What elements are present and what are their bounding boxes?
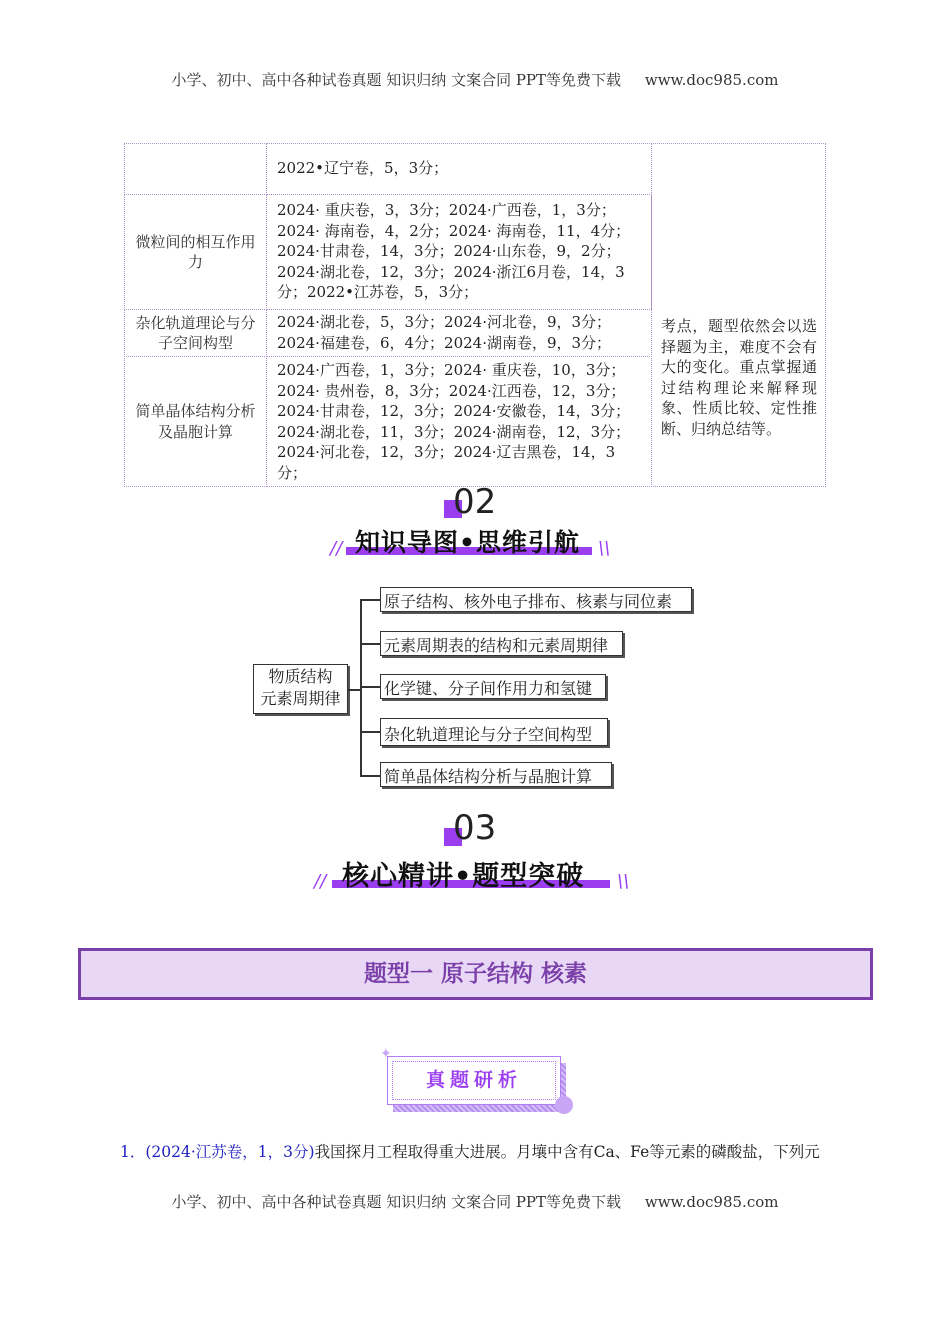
table-note: 考点，题型依然会以选择题为主，难度不会有大的变化。重点掌握通过结构理论来解释现象、性质比较、定性推断、归纳总结等。	[651, 143, 826, 487]
table-topic: 简单晶体结构分析及晶胞计算	[124, 356, 267, 487]
footer-text: 小学、初中、高中各种试卷真题 知识归纳 文案合同 PPT等免费下载	[171, 1193, 622, 1211]
header-site[interactable]: www.doc985.com	[644, 71, 779, 89]
slash-decoration: //	[330, 538, 343, 559]
section-title: 知识导图•思维引航	[355, 528, 580, 557]
section-title: 核心精讲•题型突破	[342, 861, 585, 892]
header-text: 小学、初中、高中各种试卷真题 知识归纳 文案合同 PPT等免费下载	[171, 71, 622, 89]
planet-icon	[555, 1096, 573, 1114]
connector	[360, 599, 362, 776]
slash-decoration: \\	[617, 871, 630, 892]
table-topic: 杂化轨道理论与分子空间构型	[124, 309, 267, 357]
table-sources: 2022•辽宁卷，5，3分；	[266, 143, 652, 195]
mindmap-branch: 杂化轨道理论与分子空间构型	[380, 718, 608, 746]
connector	[360, 643, 380, 645]
mindmap-root	[253, 664, 348, 714]
table-topic: 微粒间的相互作用力	[124, 194, 267, 310]
connector	[360, 686, 380, 688]
question-number: 1．	[120, 1143, 146, 1161]
table-sources: 2024·湖北卷，5，3分；2024·河北卷，9，3分；2024·福建卷，6，4分；2024·湖南卷，9，3分；	[266, 309, 652, 357]
page-header	[0, 69, 950, 90]
banner-title: 题型一 原子结构 核素	[363, 961, 587, 987]
mindmap-branch: 原子结构、核外电子排布、核素与同位素	[380, 587, 692, 612]
root-line: 物质结构	[268, 667, 333, 686]
badge-label: 真题研析	[392, 1061, 556, 1100]
mindmap-branch: 化学键、分子间作用力和氢键	[380, 674, 606, 699]
section-number: 03	[453, 808, 497, 848]
badge-frame	[387, 1056, 561, 1105]
root-line: 元素周期律	[260, 689, 341, 708]
table-sources: 2024· 重庆卷，3，3分；2024·广西卷，1，3分；2024· 海南卷，4，2分；2024· 海南卷，11，4分；2024·甘肃卷，14，3分；2024·山东卷，9，2分；2024·湖北卷，12，3分；2024·浙江6月卷，14，3分；2022•江苏卷，5，3分；	[266, 194, 652, 310]
slash-decoration: //	[314, 871, 327, 892]
slash-decoration: \\	[598, 538, 611, 559]
connector	[360, 775, 380, 777]
question-1	[120, 1140, 820, 1162]
table-sources: 2024·广西卷，1，3分；2024· 重庆卷，10，3分；2024· 贵州卷，8，3分；2024·江西卷，12，3分；2024·甘肃卷，12，3分；2024·安徽卷，14，3分；2024·湖北卷，11，3分；2024·湖南卷，12，3分；2024·河北卷，12，3分；2024·辽吉黑卷，14，3分；	[266, 356, 652, 487]
mindmap-branch: 简单晶体结构分析与晶胞计算	[380, 762, 612, 787]
section-number: 02	[453, 482, 497, 522]
table-topic	[124, 143, 267, 195]
question-source: (2024·江苏卷，1，3分)	[145, 1143, 315, 1161]
page-footer	[0, 1191, 950, 1212]
mindmap-branch: 元素周期表的结构和元素周期律	[380, 631, 623, 656]
connector	[360, 731, 380, 733]
footer-site[interactable]: www.doc985.com	[644, 1193, 779, 1211]
sparkle-icon: ✦	[380, 1046, 392, 1062]
connector	[360, 599, 380, 601]
topic-banner	[78, 948, 873, 1000]
question-text: 我国探月工程取得重大进展。月壤中含有Ca、Fe等元素的磷酸盐，下列元	[314, 1143, 820, 1161]
